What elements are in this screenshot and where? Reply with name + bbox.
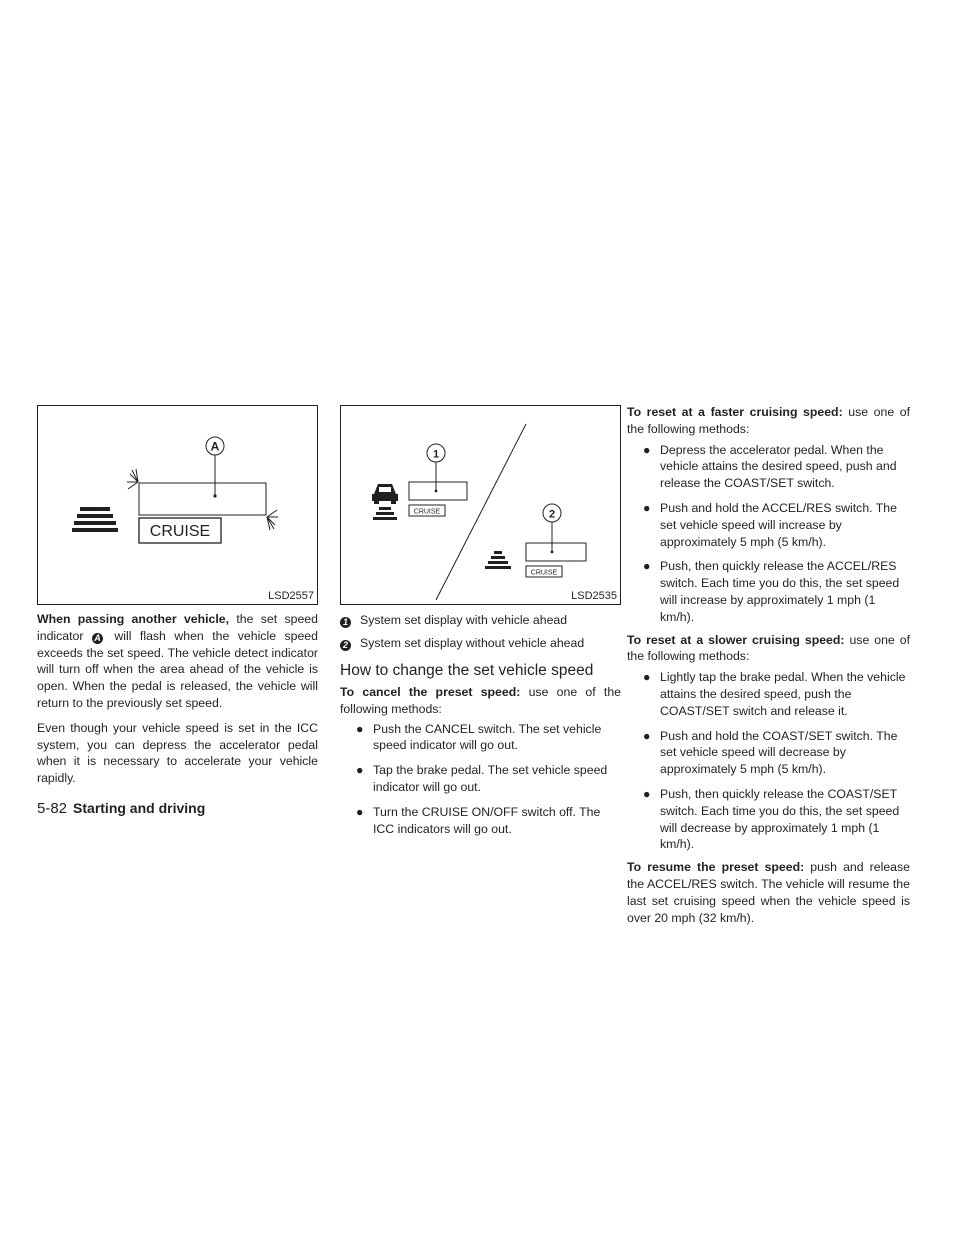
list-item [340,804,621,838]
bullet-icon: ● [356,721,364,736]
bullet-icon: ● [356,804,364,819]
svg-text:2: 2 [548,508,556,521]
list-item-text: Turn the CRUISE ON/OFF switch off. The ICC indicators will go out. [373,804,601,836]
paragraph-faster [627,404,910,438]
column-3 [627,404,910,926]
list-item-text: Push, then quickly release the COAST/SET switch. Each time you do this, the set speed will decrease by approximately 1 mph (1 km/h). [660,786,900,852]
list-item-text: Push and hold the ACCEL/RES switch. The set vehicle speed will increase by approximately 5 mph (5 km/h). [660,500,897,549]
svg-text:CRUISE: CRUISE [149,523,211,540]
column-2 [340,405,621,837]
lead-resume: To resume the preset speed: [627,860,805,875]
lead-cancel: To cancel the preset speed: [340,685,521,699]
list-item-text: Push the CANCEL switch. The set vehicle speed indicator will go out. [373,721,602,753]
svg-text:1: 1 [432,448,440,461]
bullet-icon: ● [356,763,364,778]
bullet-icon: ● [643,500,651,515]
paragraph-slower [627,632,910,666]
page-footer [37,800,205,817]
page-number: 5-82 [37,800,68,817]
slower-list [627,669,910,853]
section-title: Starting and driving [73,800,206,816]
figure-cruise-flash [37,405,318,605]
figure-system-set-display [340,405,621,605]
resume-text: push and release the ACCEL/RES switch. The vehicle will resume the last set cruising speed when the vehicle speed is over 20 mph (32 km/h). [627,860,911,925]
list-item [340,762,621,796]
caption-2-text: System set display without vehicle ahead [360,636,585,650]
paragraph-cancel [340,684,621,718]
bullet-icon: ● [643,559,651,574]
list-item [627,669,910,719]
list-item [340,721,621,755]
marker-2: 2 [340,640,351,651]
caption-1-text: System set display with vehicle ahead [360,613,568,627]
list-item [627,728,910,778]
lead-passing: When passing another vehicle, [37,612,230,626]
caption-2 [340,635,621,651]
list-item-text: Push, then quickly release the ACCEL/RES switch. Each time you do this, the set speed will increase by approximately 1 mph (1 km/h). [660,559,900,624]
marker-1: 1 [340,617,351,628]
faster-list [627,442,910,626]
list-item [627,786,910,853]
lead-slower: To reset at a slower cruising speed: [627,632,845,647]
bullet-icon: ● [643,442,651,457]
cancel-text: use one of the following methods: [340,685,621,716]
list-item [627,500,910,550]
column-1 [37,405,318,787]
svg-text:CRUISE: CRUISE [413,508,441,516]
paragraph-accelerate: Even though your vehicle speed is set in the ICC system, you can depress the accelerator pedal when it is necessary to accelerate your vehicle rapidly. [37,720,318,786]
cruise-flash-illustration [38,406,319,606]
list-item [627,558,910,625]
caption-1 [340,612,621,628]
bullet-icon: ● [643,728,651,743]
section-heading: How to change the set vehicle speed [340,662,594,679]
list-item [627,442,910,492]
svg-text:CRUISE: CRUISE [530,569,558,577]
passing-text-a: the set speed indicator [37,612,318,643]
paragraph-resume [627,859,910,926]
paragraph-passing [37,611,318,712]
bullet-icon: ● [643,786,651,801]
faster-text: use one of the following methods: [627,405,910,436]
bullet-icon: ● [643,670,651,685]
list-item-text: Lightly tap the brake pedal. When the vehicle attains the desired speed, push the COAST/SET switch and release it. [660,670,906,718]
marker-a: A [92,633,103,644]
system-set-display-illustration [341,406,622,606]
list-item-text: Push and hold the COAST/SET switch. The set vehicle speed will decrease by approximately 5 mph (5 km/h). [660,728,898,777]
lead-faster: To reset at a faster cruising speed: [627,405,843,419]
slower-text: use one of the following methods: [627,632,910,664]
passing-text-b: will flash when the vehicle speed exceeds the set speed. The vehicle detect indicator will turn off when the area ahead of the vehicle is open. When the pedal is released, the vehicle will return to the previously set speed. [37,628,318,710]
list-item-text: Tap the brake pedal. The set vehicle speed indicator will go out. [373,763,608,794]
figure-code: LSD2557 [268,590,314,602]
list-item-text: Depress the accelerator pedal. When the vehicle attains the desired speed, push and release the COAST/SET switch. [660,442,897,491]
cancel-list [340,721,621,838]
figure-code: LSD2535 [571,590,617,602]
svg-text:A: A [210,439,220,454]
